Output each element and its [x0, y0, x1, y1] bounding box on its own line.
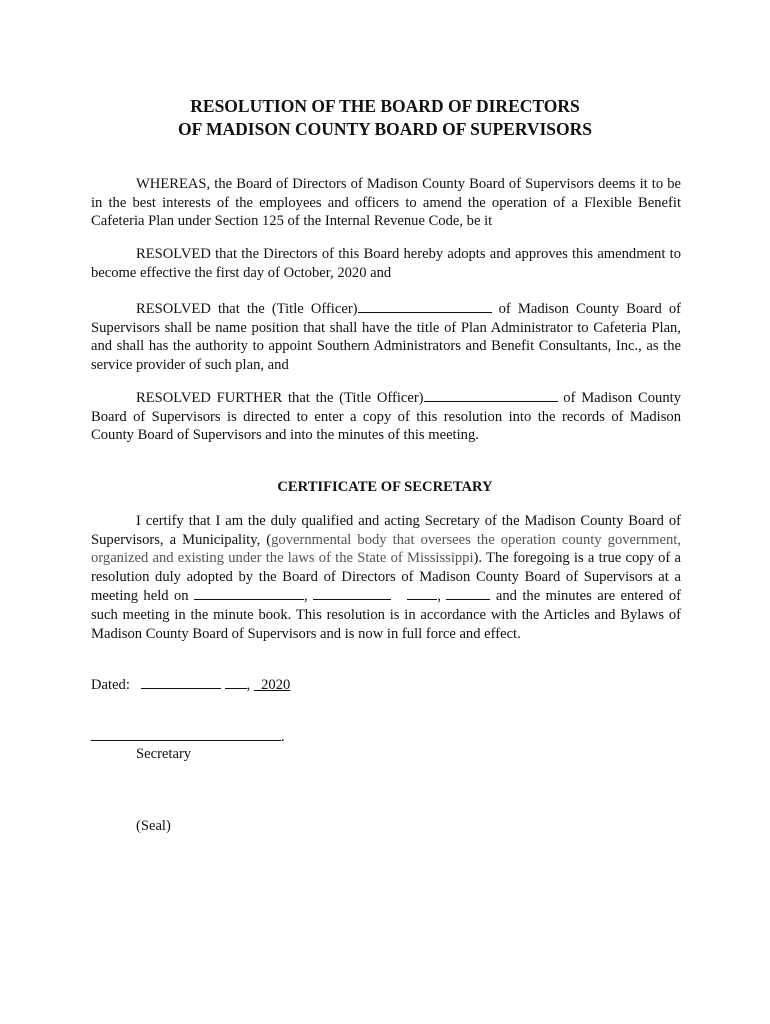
resolved-paragraph-1	[91, 245, 681, 282]
resolved-1-text: RESOLVED that the Directors of this Board hereby adopts and approves this amendment to become effective the first day of October, 2020 and	[91, 246, 681, 281]
certify-text-2: ). The foregoing is a true copy of a resolution duly adopted by the Board of Directors of Madison County Board of Supervisors at a meeting held on	[91, 550, 681, 605]
dated-year	[254, 677, 290, 693]
certificate-heading: CERTIFICATE OF SECRETARY	[277, 479, 493, 495]
title-officer-blank-1	[358, 299, 492, 313]
seal-label: (Seal)	[136, 818, 171, 834]
dated-day-blank	[225, 675, 247, 689]
title-officer-blank-2	[424, 388, 558, 402]
certify-text-3: and the minutes are entered of such meeting in the minute book. This resolution is in accordance with the Articles and Bylaws of Madison County Board of Supervisors and is now in full force and effect.	[91, 588, 681, 642]
whereas-paragraph	[91, 175, 681, 231]
resolved-3-text-before: RESOLVED FURTHER that the (Title Officer)	[136, 390, 424, 406]
dated-month-blank	[141, 675, 221, 689]
meeting-ordinal-blank	[407, 586, 437, 600]
dated-year-value: 2020	[261, 677, 291, 693]
certify-text-1: I certify that I am the duly qualified and acting Secretary of the Madison County Board of Supervisors, a Municipality, (	[91, 513, 681, 548]
resolution-title-line-1: RESOLUTION OF THE BOARD OF DIRECTORS	[190, 96, 580, 116]
certify-sep-2: ,	[437, 588, 447, 605]
resolved-3-text-after: of Madison County Board of Supervisors is directed to enter a copy of this resolution into the records of Madison County Board of Supervisors and into the minutes of this meeting.	[91, 390, 681, 444]
certify-gray-text: governmental body that oversees the operation county government, organized and existing under the laws of the State of Mississippi	[91, 531, 681, 567]
resolved-further-paragraph	[91, 388, 681, 445]
whereas-text: WHEREAS, the Board of Directors of Madison County Board of Supervisors deems it to be in the best interests of the employees and officers to amend the operation of a Flexible Benefit Cafeteria Plan under Section 125 of the Internal Revenue Code, be it	[91, 176, 681, 230]
dated-label: Dated:	[91, 677, 130, 693]
dated-comma: ,	[246, 677, 251, 693]
secretary-label: Secretary	[136, 746, 192, 762]
resolved-paragraph-2	[91, 299, 681, 374]
signature-blank	[91, 727, 281, 741]
signature-period: .	[281, 729, 285, 745]
meeting-day-blank	[313, 586, 391, 600]
dated-line	[91, 675, 290, 695]
certify-paragraph	[91, 512, 681, 643]
resolution-title-line-2: OF MADISON COUNTY BOARD OF SUPERVISORS	[177, 119, 593, 139]
signature-line	[91, 727, 285, 747]
meeting-date-blank	[194, 586, 304, 600]
resolved-2-text-before: RESOLVED that the (Title Officer)	[136, 301, 358, 317]
certify-sep-1: ,	[304, 588, 314, 605]
resolved-2-text-after: of Madison County Board of Supervisors shall be name position that shall have the title of Plan Administrator to Cafeteria Plan, and shall has the authority to appoint Southern Administrators and Benefit Consultants, Inc., as the service provider of such plan, and	[91, 301, 681, 373]
meeting-year-blank	[446, 586, 490, 600]
